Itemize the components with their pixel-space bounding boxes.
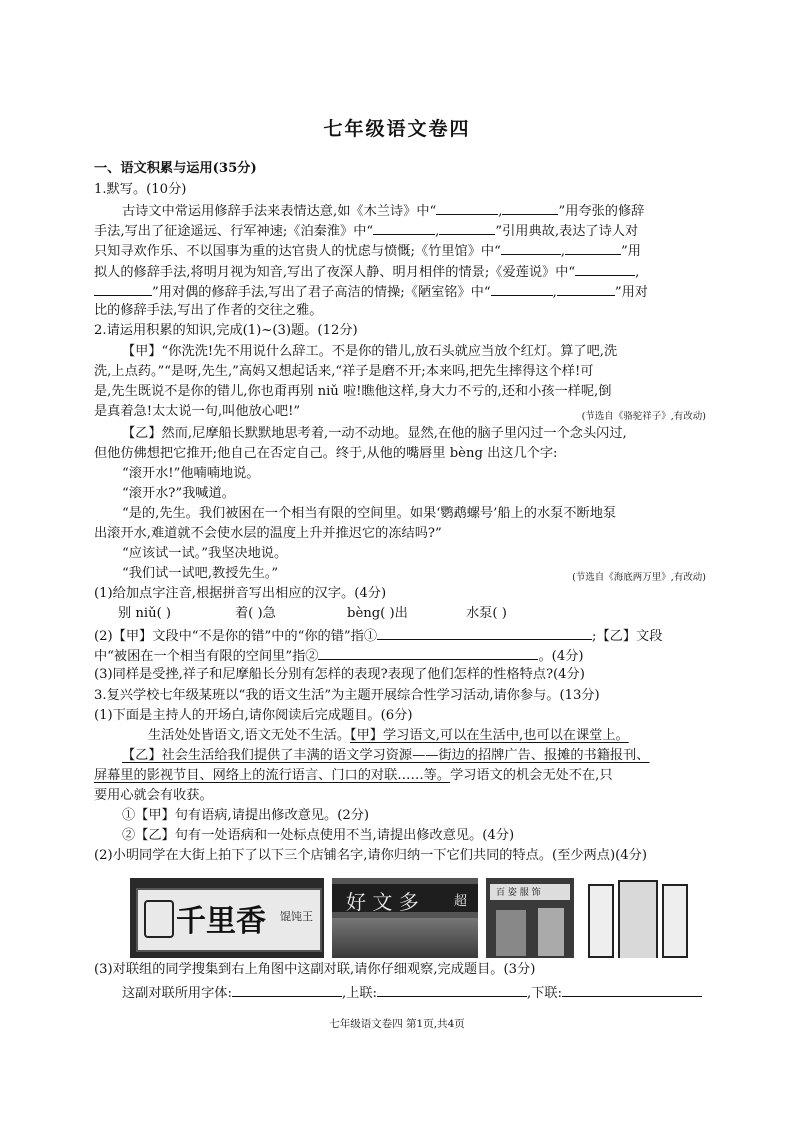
- answer-blank[interactable]: [94, 282, 152, 296]
- text: 拟人的修辞手法,将明月视为知音,写出了夜深人静、明月相伴的情景;《爱莲说》中“: [94, 265, 576, 280]
- answer-blank[interactable]: [502, 201, 558, 215]
- q1-line-2: [94, 221, 638, 241]
- text: 但他仿佛想把它推开;他自己在否定自己。终于,从他的嘴唇里: [94, 446, 450, 461]
- pinyin-item[interactable]: 别 niǔ( ): [118, 606, 172, 621]
- text: ”用夸张的修辞: [558, 204, 645, 219]
- source-note: (节选自《海底两万里》,有改动): [572, 572, 706, 583]
- storefront: [538, 908, 564, 956]
- passage-yi-line: “是的,先生。我们被困在一个相当有限的空间里。如果‘鹦鹉螺号’船上的水泵不断地泵: [122, 506, 617, 521]
- answer-blank[interactable]: [562, 983, 702, 997]
- q1-line-6: 比的修辞手法,写出了作者的交往之雅。: [94, 303, 323, 318]
- pinyin: bèng: [449, 446, 483, 461]
- sign-text: 好 文 多: [346, 890, 419, 914]
- text: ;【乙】文段: [592, 629, 663, 644]
- storefront: [496, 910, 526, 956]
- q3-sub-3-answer: [122, 983, 702, 1003]
- text: ,: [435, 224, 440, 239]
- pinyin-item[interactable]: 水泵( ): [466, 606, 507, 621]
- opening-speech-line: 要用心就会有收获。: [94, 788, 213, 803]
- q2-sub-1: (1)给加点字注音,根据拼音写出相应的汉字。(4分): [94, 586, 387, 601]
- answer-blank[interactable]: [436, 201, 498, 215]
- text: ”用对: [614, 285, 648, 300]
- passage-yi-line: “滚开水!”他喃喃地说。: [122, 466, 260, 481]
- answer-blank[interactable]: [501, 241, 561, 255]
- answer-blank[interactable]: [557, 282, 615, 296]
- text: 。(4分): [538, 649, 584, 664]
- couplet-scroll: [588, 884, 614, 958]
- text: ”用: [621, 244, 641, 259]
- passage-yi-line: “滚开水?”我喊道。: [122, 486, 235, 501]
- passage-yi-line: 【乙】然而,尼摩船长默默地思考着,一动不动地。显然,在他的脑子里闪过一个念头闪过,: [122, 426, 627, 441]
- sentence-jia: 【甲】学习语文,可以在生活中,也可以在课堂上。: [350, 728, 629, 743]
- text: ”用对偶的修辞手法,写出了君子高洁的情操;《陋室铭》中“: [152, 285, 491, 300]
- page-title: 七年级语文卷四: [323, 118, 471, 140]
- answer-blank[interactable]: [377, 626, 592, 640]
- text: 生活处处皆语文,语文无处不生活。: [148, 728, 351, 743]
- text: ,下联:: [526, 986, 562, 1001]
- q2-sub-3: (3)同样是受挫,祥子和尼摩船长分别有怎样的表现?表现了他们怎样的性格特点?(4分): [94, 667, 585, 682]
- passage-jia-line: [94, 383, 611, 401]
- text: (2)【甲】文段中“不是你的错”中的“你的错”指①: [94, 629, 378, 644]
- answer-blank[interactable]: [439, 221, 495, 235]
- pinyin-item[interactable]: 着( )急: [235, 606, 276, 621]
- sign-subtext: 馄饨王: [280, 910, 313, 923]
- q3-sub-1: (1)下面是主持人的开场白,请你阅读后完成题目。(6分): [94, 708, 413, 723]
- opening-speech-line: [148, 727, 629, 745]
- q1-line-1: [122, 201, 644, 221]
- sentence-yi: 【乙】社会生活给我们提供了丰满的语文学习资源——街边的招牌广告、报摊的书籍报刊、: [122, 748, 650, 763]
- answer-blank[interactable]: [232, 983, 342, 997]
- opening-speech-line: [122, 747, 650, 765]
- q3-sub-3: (3)对联组的同学搜集到右上角图中这副对联,请你仔细观察,完成题目。(3分): [94, 962, 536, 977]
- passage-jia-line: 洗,上点药。”“是呀,先生,”高妈又想起话来,“祥子是磨不开;本来吗,把先生摔得这个样!可: [94, 364, 594, 379]
- text: ,: [498, 204, 503, 219]
- shop-sign-photos: [130, 878, 690, 958]
- q2-sub-2-cont: [94, 646, 584, 666]
- pinyin-item[interactable]: bèng( )出: [347, 606, 408, 621]
- q3-task-1: ①【甲】句有语病,请提出修改意见。(2分): [122, 808, 370, 823]
- passage-jia-line: 【甲】“你洗洗!先不用说什么辞工。不是你的错儿,放石头就应当放个红灯。算了吧,洗: [122, 344, 618, 359]
- text: ,: [552, 285, 557, 300]
- logo-icon: [144, 900, 174, 938]
- text: ,: [560, 244, 566, 259]
- text: 学习语文的机会无处不在,只: [450, 768, 613, 783]
- passage-yi-line: [94, 445, 557, 463]
- storefront: [332, 918, 478, 958]
- pinyin: niǔ: [317, 384, 339, 399]
- passage-yi-line: “应该试一试。”我坚决地说。: [122, 546, 288, 561]
- photo-haowenduo: [332, 878, 478, 958]
- text: ”引用典故,表达了诗人对: [495, 224, 639, 239]
- photo-couplet: [582, 878, 690, 958]
- passage-yi-line: “我们试一试吧,教授先生。”: [122, 566, 279, 581]
- sign-text: 千里香: [176, 904, 266, 939]
- opening-speech-line: [94, 767, 613, 785]
- couplet-scroll: [662, 884, 688, 958]
- section-heading: 一、语文积累与运用(35分): [94, 161, 257, 176]
- painting-scroll: [618, 880, 658, 958]
- q2-heading: 2.请运用积累的知识,完成(1)~(3)题。(12分): [94, 323, 358, 338]
- q1-heading: 1.默写。(10分): [94, 182, 187, 197]
- sentence-yi: 屏幕里的影视节目、网络上的流行语言、门口的对联……等。: [94, 768, 451, 783]
- text: ,上联:: [341, 986, 377, 1001]
- answer-blank[interactable]: [575, 262, 635, 276]
- source-note: (节选自《骆驼祥子》,有改动): [581, 411, 706, 422]
- answer-blank[interactable]: [318, 646, 538, 660]
- photo-baizifushi: [486, 878, 574, 958]
- text: 啦!瞧他这样,身大力不亏的,还和小孩一样呢,倒: [338, 384, 612, 399]
- text: 出这几个字:: [482, 446, 558, 461]
- text: 这副对联所用字体:: [122, 986, 232, 1001]
- text: 古诗文中常运用修辞手法来表情达意,如《木兰诗》中“: [122, 204, 437, 219]
- text: 手法,写出了征途遥远、行军神速;《泊秦淮》中“: [94, 224, 374, 239]
- text: 中“被困在一个相当有限的空间里”指②: [94, 649, 319, 664]
- text: 只知寻欢作乐、不以国事为重的达官贵人的忧虑与愤慨;《竹里馆》中“: [94, 244, 501, 259]
- q1-line-5: [94, 282, 648, 302]
- text: 是,先生既说不是你的错儿,你也甭再别: [94, 384, 318, 399]
- passage-jia-line: 是真着急!太太说一句,叫他放心吧!”: [94, 404, 301, 419]
- sign-subtext: 超: [454, 894, 468, 909]
- q1-line-3: [94, 241, 641, 261]
- passage-yi-line: 出滚开水,难道就不会使水层的温度上升并推迟它的冻结吗?”: [94, 526, 442, 541]
- answer-blank[interactable]: [377, 983, 527, 997]
- text: ,: [635, 265, 640, 280]
- q3-sub-2: (2)小明同学在大街上拍下了以下三个店铺名字,请你归纳一下它们共同的特点。(至少两点)(4分): [94, 848, 647, 863]
- answer-blank[interactable]: [565, 241, 621, 255]
- photo-qianlixiang: [130, 878, 324, 958]
- answer-blank[interactable]: [373, 221, 435, 235]
- q3-heading: 3.复兴学校七年级某班以“我的语文生活”为主题开展综合性学习活动,请你参与。(13分): [94, 688, 600, 703]
- q3-task-2: ②【乙】句有一处语病和一处标点使用不当,请提出修改意见。(4分): [122, 828, 515, 843]
- q1-line-4: [94, 262, 639, 282]
- page-footer: 七年级语文卷四 第1页,共4页: [329, 1018, 465, 1030]
- q2-sub-2: [94, 626, 662, 646]
- sign-text: 百 姿 服 饰: [496, 888, 541, 898]
- answer-blank[interactable]: [491, 282, 553, 296]
